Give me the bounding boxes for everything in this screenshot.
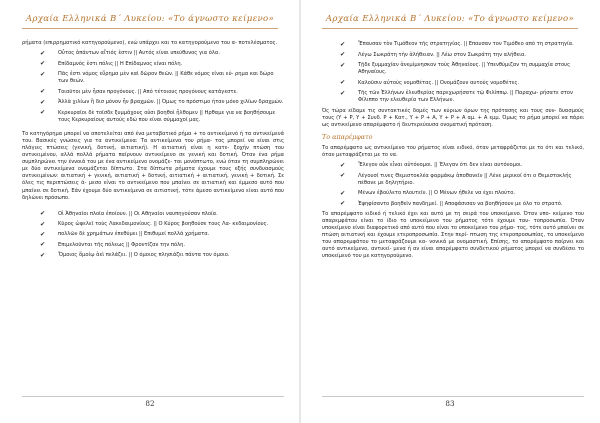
checkmark-icon: ✔	[40, 109, 46, 117]
list-item	[340, 201, 584, 208]
right-page-header: Αρχαία Ελληνικά Β΄ Λυκείου: «Το άγνωστο κείμενο»	[325, 14, 575, 24]
example-text: πολλῶν δὲ χρημάτων ἐπεθύμει || Επιθυμεί πολλά χρήματα.	[58, 231, 210, 238]
left-page-number: 82	[145, 399, 155, 408]
left-footer-rule	[22, 396, 284, 397]
checkmark-icon: ✔	[340, 89, 346, 97]
checkmark-icon: ✔	[340, 189, 346, 197]
example-text: Ἐψηφίσαντο βοηθεῖν πανδημεί. || Αποφάσισαν να βοηθήσουν με όλο το στρατό.	[358, 200, 563, 207]
example-text: Λέγουσί τινες Θεμιστοκλέα φαρμάκῳ ἀποθανεῖν || Λένε μερικοί ότι ο Θεμιστοκλής πέθανε με δηλητήριο.	[358, 172, 572, 186]
list-item	[340, 52, 584, 59]
checkmark-icon: ✔	[340, 61, 346, 69]
checkmark-icon: ✔	[340, 161, 346, 169]
left-header-rule	[22, 28, 278, 29]
checkmark-icon: ✔	[340, 172, 346, 180]
right-paragraph-3: Το απαρέμφατο ειδικό ή τελικό έχει και αυτό με τη σειρά του υποκείμενο. Όταν υπο- κείμενο του απαρεμφάτου είναι το ίδιο το υποκείμενο του ρήματος τότε έχουμε ταυ- τοπροσωπία. Όταν υποκείμενο είναι διαφορετικό από αυτό που είναι το υποκείμενο του ρήμα- τος, τότε αυτό μπαίνει σε πτώση αιτιατική και έχουμε ετεροπροσωπία. Στην περί- πτωση της ετεροπροσωπίας, το υποκείμενο του απαρεμφάτου το μεταφράζουμε κα- νονικά με ονομαστική. Επίσης, το απαρέμφατο παίρνει και αυτό αντικείμενο, αντικεί- μενα ή αν είναι απαρέμφατο συνδετικού ρήματος μπορεί να συνδέσει το υποκείμενό του με κατηγορούμενο.	[322, 211, 584, 260]
checkmark-icon: ✔	[40, 251, 46, 259]
left-intro-text: ρήματα (επιρρηματικό κατηγορούμενο), ενώ υπάρχει και το κατηγορούμενο του α- ποτελέσματος.	[22, 40, 278, 46]
example-text: Επιμελοῦνται τῆς πόλεως || Φροντίζαν την πόλη.	[58, 241, 186, 248]
example-text: Ἔλεγον οὐκ εἶναι αὐτόνομοι. || Έλεγαν ότι δεν είναι αυτόνομοι.	[358, 162, 523, 169]
list-item	[40, 211, 284, 218]
left-examples-list-1	[22, 50, 284, 123]
left-page-body	[22, 40, 284, 263]
checkmark-icon: ✔	[340, 40, 346, 48]
example-text: Οὗτος ἁπάντων αἴτιός ἐστιν || Αυτός είναι υπεύθυνος για όλα.	[58, 50, 220, 57]
right-examples-list-2	[322, 162, 584, 207]
right-page-number: 83	[445, 399, 455, 408]
right-page	[300, 0, 600, 423]
list-item	[40, 242, 284, 249]
list-item	[340, 90, 584, 104]
example-text: Επίδαμνός ἐστι πόλις || Η Επίδαμνος είναι πόλη.	[58, 60, 183, 67]
example-text: Τοιαῦτοι μὲν ἦσαν προγόνους. || Από τέτοιους προγόνους κατάγεστε.	[58, 88, 238, 95]
checkmark-icon: ✔	[40, 60, 46, 68]
example-text: Πᾶς ἐστι νόμος εὕρημα μὲν καὶ δῶρον θεῶν. || Κάθε νόμος είναι εύ- ρημα και δώρο των θεών.	[58, 71, 274, 85]
list-item	[40, 50, 284, 57]
list-item	[340, 173, 584, 187]
right-paragraph-2: Το απαρέμφατο ως αντικείμενο του ρήματος είναι ειδικό, όταν μεταφράζεται με το ότι και τελικό, όταν μεταφράζεται με το να.	[322, 144, 584, 158]
checkmark-icon: ✔	[40, 210, 46, 218]
right-page-body	[322, 38, 584, 262]
checkmark-icon: ✔	[40, 70, 46, 78]
checkmark-icon: ✔	[40, 241, 46, 249]
example-text: Κῦρος ὠφελεῖ τοὺς Λακεδαιμονίους. || Ο Κύρος βοηθούσε τους Λα- κεδαιμονίους.	[58, 221, 269, 228]
example-text: Τῇδε ξυμμαχίαν ἀνεμίμνησκον τοὺς Ἀθηναίους. || Υπενθύμιζαν τη συμμαχία στους Αθηναίους.	[358, 62, 571, 76]
list-item	[340, 80, 584, 87]
right-header-rule	[322, 28, 578, 29]
list-item	[40, 252, 284, 259]
spacer	[22, 203, 284, 207]
example-text: Οἱ Ἀθηναῖοι πλοῖα ἐποίουν. || Οι Αθηναίοι ναυπηγούσαν πλοία.	[58, 210, 218, 217]
example-text: Καλοῦσιν αὐτοὺς νομοθέτας. || Ονομάζουν αυτούς νομοθέτες.	[358, 79, 520, 86]
right-paragraph-1: Ός τώρα είδαμε τις συντακτικές δομές των κύριων όρων της πρότασης και τους συν- δυασμούς τους (Υ + Ρ, Υ + Συνδ. Ρ + Κατ., Υ + Ρ + Α, Υ + Ρ + Α αμ. + Α εμμ. Όμως το ρήμα μπορεί να πάρει ως αντικείμενο απαρέμφατο ή δευτερεύουσα ονοματική πρόταση.	[322, 107, 584, 128]
list-item	[40, 89, 284, 96]
checkmark-icon: ✔	[40, 88, 46, 96]
left-page-header: Αρχαία Ελληνικά Β΄ Λυκείου: «Το άγνωστο κείμενο»	[25, 14, 275, 24]
list-item	[40, 71, 284, 85]
list-item	[340, 62, 584, 76]
section-heading: Το απαρέμφατο	[322, 132, 373, 141]
list-item	[340, 41, 584, 48]
example-text: Ἀλλὰ χιλίων ἢ δισ μόνον ἦν βραχμῶν. || Όμως το πρόστιμο ήταν μόνο χιλίων δραχμών.	[58, 99, 284, 106]
list-item	[40, 110, 284, 124]
checkmark-icon: ✔	[40, 98, 46, 106]
list-item	[40, 231, 284, 238]
checkmark-icon: ✔	[40, 49, 46, 57]
left-main-paragraph: Το κατηγόρημα μπορεί να αποτελείται από ένα μεταβατικό ρήμα + το αντικείμενό ή τα αντικείμενά του. Βασικές γνώσεις για τα αντικείμενα: Τα αντικείμενα του ρήμα- τος μπορεί να είναι στις πλάγιες πτώσεις (γενική, δοτική, αιτιατική). Η αιτιατική είναι η κατε- ξοχήν πτώση του αντικειμένου, αλλά πολλά ρήματα παίρνουν αντικείμενο σε γενική και δοτική. Όταν ένα ρήμα συμπληρώνει την έννοιά του με ένα αντικείμενο ονομάζε- ται μονόπτωτο, ενώ όταν τη συμπληρώνει με δύο αντικείμενα ονομάζεται δίπτωτο. Στα δίπτωτα ρήματα έχουμε τους εξής συνδυασμούς αντικειμένων: αιτιατική + γενική, αιτιατική + δοτική, αιτιατική + αιτιατική, γενική + δοτική. Σε όλες τις περιπτώσεις ά- μεσο είναι το αντικείμενο που μπαίνει σε αιτιατική και έμμεσο αυτό που μπαίνει σε δοτική. Εάν έχουμε δύο αντικείμενα σε αιτιατική, τότε άμεσο αντικείμενο είναι αυτό που δηλώνει πρόσωπο.	[22, 131, 284, 201]
example-text: Λέγω Σωκράτη τὴν ἀλήθειαν. || Λέω στον Σωκράτη την αλήθεια.	[358, 51, 527, 58]
example-text: Τῆς τῶν Ἑλλήνων ἐλευθερίας παρεχωρήσατε τῷ Φιλίππῳ. || Παραχω- ρήσατε στον Φίλιππο την ελευθερία των Ελλήνων.	[358, 90, 573, 104]
list-item	[40, 99, 284, 106]
checkmark-icon: ✔	[340, 51, 346, 59]
right-footer-rule	[322, 396, 584, 397]
checkmark-icon: ✔	[340, 200, 346, 208]
left-examples-list-2	[22, 211, 284, 260]
checkmark-icon: ✔	[40, 220, 46, 228]
example-text: Μένων ἐβούλετο πλουτεῖν. || Ο Μένων ήθελε να έχει πλούτο.	[358, 190, 516, 197]
example-text: Ὅμοιος ὅμοίῳ ἀεὶ πελάζει. || Ο όμοιος πλησιάζει πάντα τον όμοιο.	[58, 252, 230, 259]
list-item	[340, 190, 584, 197]
list-item	[40, 61, 284, 68]
example-text: Ἔπαυσαν τὸν Τιμόθεον τῆς στρατηγίας. || Επαυσαν τον Τιμόθεο από τη στρατηγία.	[358, 41, 574, 48]
list-item	[40, 221, 284, 228]
list-item	[340, 162, 584, 169]
checkmark-icon: ✔	[340, 79, 346, 87]
example-text: Κερκυραῖοι δὲ τοῖσδε ξυμμάχους οὐσι βοηθοὶ ἦλθομεν || Ηρθαμε για να βοηθήσουμε τους Κερκυραίους αυτούς εδώ που είναι σύμμαχοί μας.	[58, 109, 276, 123]
checkmark-icon: ✔	[40, 230, 46, 238]
right-examples-list-1	[322, 41, 584, 104]
